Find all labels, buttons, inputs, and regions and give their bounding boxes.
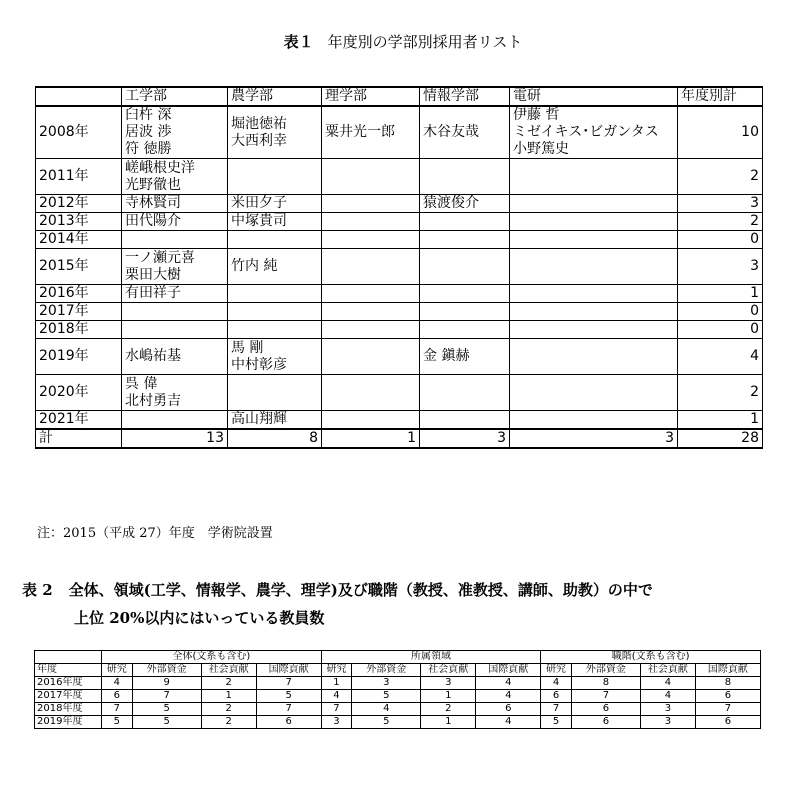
table1-total-row bbox=[36, 429, 763, 448]
table1-names-cell bbox=[228, 106, 322, 159]
table2-value-cell: 5 bbox=[256, 690, 321, 703]
table1-names-cell bbox=[322, 231, 420, 249]
table1-names-cell bbox=[122, 303, 228, 321]
table2-subheader: 国際貢献 bbox=[695, 664, 760, 677]
recruit-name: 臼杵 深 bbox=[125, 107, 172, 123]
table2-year-cell: 2016年度 bbox=[35, 677, 102, 690]
table2-value-cell: 4 bbox=[352, 703, 421, 716]
table1-total-value: 1 bbox=[322, 429, 420, 448]
table1-names-cell bbox=[322, 249, 420, 285]
recruit-name: 有田祥子 bbox=[125, 285, 181, 301]
recruit-name: 中塚貴司 bbox=[231, 213, 287, 229]
table1-total-value: 3 bbox=[420, 429, 510, 448]
table1-names-cell bbox=[228, 249, 322, 285]
recruit-name: 光野徹也 bbox=[125, 176, 181, 193]
table2-caption-number: 表 2 bbox=[22, 581, 53, 599]
table2-value-cell: 9 bbox=[132, 677, 201, 690]
table2-subheader: 外部資金 bbox=[352, 664, 421, 677]
table2-value-cell: 3 bbox=[640, 716, 695, 729]
table2-value-cell: 5 bbox=[132, 703, 201, 716]
table1-row bbox=[36, 303, 763, 321]
table2-value-cell: 4 bbox=[321, 690, 352, 703]
table2-value-cell: 1 bbox=[321, 677, 352, 690]
table1-names-cell bbox=[122, 195, 228, 213]
table1-row bbox=[36, 321, 763, 339]
table2-subheader: 研究 bbox=[541, 664, 572, 677]
table1-names-cell bbox=[420, 303, 510, 321]
table1-year-cell: 2018年 bbox=[36, 321, 122, 339]
table1-names-cell bbox=[322, 195, 420, 213]
table1-total-value: 28 bbox=[678, 429, 763, 448]
table2-subheader: 社会貢献 bbox=[640, 664, 695, 677]
table1-year-total: 0 bbox=[678, 321, 763, 339]
table1-year-cell: 2020年 bbox=[36, 375, 122, 411]
table2-value-cell: 3 bbox=[321, 716, 352, 729]
table1-names-cell bbox=[322, 159, 420, 195]
table1-year-total: 1 bbox=[678, 411, 763, 430]
table1-names-cell bbox=[510, 213, 678, 231]
recruit-name: 栗田大樹 bbox=[125, 266, 181, 283]
table2-row bbox=[35, 716, 761, 729]
table2-value-cell: 6 bbox=[102, 690, 133, 703]
table2-caption bbox=[22, 576, 792, 632]
table2-year-cell: 2017年度 bbox=[35, 690, 102, 703]
table1-names-cell bbox=[510, 195, 678, 213]
table2-value-cell: 6 bbox=[695, 716, 760, 729]
table1-names-cell bbox=[510, 106, 678, 159]
table1-year-total: 0 bbox=[678, 303, 763, 321]
table1-names-cell bbox=[420, 249, 510, 285]
table1-row bbox=[36, 195, 763, 213]
table1-row bbox=[36, 106, 763, 159]
recruit-name: 嵯峨根史洋 bbox=[125, 159, 195, 176]
table2-value-cell: 4 bbox=[476, 677, 541, 690]
table1-year-total: 10 bbox=[678, 106, 763, 159]
table1-year-cell: 2019年 bbox=[36, 339, 122, 375]
recruit-name: 猿渡俊介 bbox=[423, 195, 479, 211]
recruit-name: 中村彰彦 bbox=[231, 356, 287, 373]
table1-body bbox=[36, 106, 763, 448]
table2-value-cell: 7 bbox=[102, 703, 133, 716]
table1-header-cell: 理学部 bbox=[322, 87, 420, 106]
table2-value-cell: 7 bbox=[695, 703, 760, 716]
table1-names-cell bbox=[228, 285, 322, 303]
table2-value-cell: 4 bbox=[640, 677, 695, 690]
table2-value-cell: 3 bbox=[640, 703, 695, 716]
table1-names-cell bbox=[122, 339, 228, 375]
table2-value-cell: 5 bbox=[352, 716, 421, 729]
table1-year-cell: 2011年 bbox=[36, 159, 122, 195]
table1-header-row bbox=[36, 87, 763, 106]
table1-year-total: 4 bbox=[678, 339, 763, 375]
table1-names-cell bbox=[122, 249, 228, 285]
table2-subheader: 社会貢献 bbox=[201, 664, 256, 677]
table1-year-cell: 2012年 bbox=[36, 195, 122, 213]
table1-names-cell bbox=[420, 339, 510, 375]
recruit-name: 木谷友哉 bbox=[423, 124, 479, 140]
table1-names-cell bbox=[122, 213, 228, 231]
table1-year-cell: 2014年 bbox=[36, 231, 122, 249]
table1-names-cell bbox=[228, 375, 322, 411]
table2-value-cell: 2 bbox=[201, 677, 256, 690]
table2-value-cell: 1 bbox=[421, 690, 476, 703]
recruit-name: 北村勇吉 bbox=[125, 392, 181, 409]
recruit-name: 堀池徳祐 bbox=[231, 115, 287, 132]
table2-group-header: 所属領域 bbox=[321, 651, 541, 664]
recruit-name: 寺林賢司 bbox=[125, 195, 181, 211]
table2-body bbox=[35, 677, 761, 729]
table1-names-cell bbox=[228, 411, 322, 430]
table1-row bbox=[36, 231, 763, 249]
recruitment-table bbox=[35, 86, 763, 449]
table1-names-cell bbox=[420, 159, 510, 195]
table1-names-cell bbox=[228, 321, 322, 339]
table1-note: 注：2015（平成 27）年度 学術院設置 bbox=[37, 526, 273, 541]
table1-names-cell bbox=[228, 339, 322, 375]
table2-value-cell: 7 bbox=[571, 690, 640, 703]
table2-year-header: 年度 bbox=[35, 664, 102, 677]
table2-value-cell: 4 bbox=[476, 716, 541, 729]
table2-value-cell: 8 bbox=[695, 677, 760, 690]
recruit-name: 大西利幸 bbox=[231, 132, 287, 149]
table2-value-cell: 8 bbox=[571, 677, 640, 690]
table1-row bbox=[36, 213, 763, 231]
recruit-name: 馬 剛 bbox=[231, 339, 264, 356]
table2-value-cell: 6 bbox=[256, 716, 321, 729]
table2-year-cell: 2018年度 bbox=[35, 703, 102, 716]
table2-value-cell: 6 bbox=[571, 703, 640, 716]
table1-header-cell: 情報学部 bbox=[420, 87, 510, 106]
table1-names-cell bbox=[420, 231, 510, 249]
top-faculty-table bbox=[34, 650, 761, 729]
table2-subheader: 社会貢献 bbox=[421, 664, 476, 677]
table1-names-cell bbox=[420, 285, 510, 303]
table1-header-cell: 電研 bbox=[510, 87, 678, 106]
table1-names-cell bbox=[510, 303, 678, 321]
table1-names-cell bbox=[122, 106, 228, 159]
table1-names-cell bbox=[510, 375, 678, 411]
table1-names-cell bbox=[122, 159, 228, 195]
table1-names-cell bbox=[322, 321, 420, 339]
recruit-name: 一ノ瀬元喜 bbox=[125, 249, 195, 266]
table1-names-cell bbox=[420, 411, 510, 430]
recruit-name: 水嶋祐基 bbox=[125, 348, 181, 364]
table2-value-cell: 1 bbox=[201, 690, 256, 703]
recruit-name: 居波 渉 bbox=[125, 124, 172, 140]
table2-subheader: 外部資金 bbox=[132, 664, 201, 677]
table1-names-cell bbox=[420, 375, 510, 411]
table1-caption-number: 表１ bbox=[283, 33, 314, 51]
table1-year-total: 3 bbox=[678, 195, 763, 213]
table2-value-cell: 7 bbox=[132, 690, 201, 703]
table1-row bbox=[36, 285, 763, 303]
table1-names-cell bbox=[122, 231, 228, 249]
table1-names-cell bbox=[510, 321, 678, 339]
table2-row bbox=[35, 690, 761, 703]
table2-value-cell: 5 bbox=[541, 716, 572, 729]
table1-names-cell bbox=[420, 213, 510, 231]
table1-year-total: 2 bbox=[678, 375, 763, 411]
table1-names-cell bbox=[510, 411, 678, 430]
table2-value-cell: 6 bbox=[476, 703, 541, 716]
table2-group-row bbox=[35, 651, 761, 664]
table2-corner-cell bbox=[35, 651, 102, 664]
table2-subheader: 国際貢献 bbox=[476, 664, 541, 677]
table2-caption-line1: 全体、領域(工学、情報学、農学、理学)及び職階（教授、准教授、講師、助教）の中で bbox=[68, 581, 653, 599]
table1-total-label: 計 bbox=[36, 429, 122, 448]
table2-subheader: 国際貢献 bbox=[256, 664, 321, 677]
recruit-name: 米田夕子 bbox=[231, 195, 287, 211]
table1-header-cell: 年度別計 bbox=[678, 87, 763, 106]
table1-row bbox=[36, 375, 763, 411]
table1-year-total: 2 bbox=[678, 213, 763, 231]
recruit-name: 竹内 純 bbox=[231, 258, 278, 274]
table1-names-cell bbox=[420, 321, 510, 339]
recruit-name: 高山翔輝 bbox=[231, 411, 287, 427]
table2-subheader: 研究 bbox=[321, 664, 352, 677]
table1-year-cell: 2021年 bbox=[36, 411, 122, 430]
recruit-name: 呉 偉 bbox=[125, 375, 158, 392]
table1-row bbox=[36, 249, 763, 285]
recruit-name: 田代陽介 bbox=[125, 213, 181, 229]
recruit-name: 小野篤史 bbox=[513, 141, 569, 157]
table2-value-cell: 4 bbox=[102, 677, 133, 690]
table2-value-cell: 6 bbox=[541, 690, 572, 703]
table1-names-cell bbox=[510, 249, 678, 285]
table1-names-cell bbox=[228, 303, 322, 321]
table1-year-cell: 2016年 bbox=[36, 285, 122, 303]
table1-names-cell bbox=[122, 321, 228, 339]
table1-names-cell bbox=[322, 339, 420, 375]
table1-names-cell bbox=[322, 411, 420, 430]
table2-value-cell: 5 bbox=[132, 716, 201, 729]
table2-value-cell: 6 bbox=[571, 716, 640, 729]
table2-value-cell: 2 bbox=[201, 716, 256, 729]
table1-year-total: 2 bbox=[678, 159, 763, 195]
table1-year-total: 0 bbox=[678, 231, 763, 249]
table1-year-cell: 2017年 bbox=[36, 303, 122, 321]
table2-year-cell: 2019年度 bbox=[35, 716, 102, 729]
recruit-name: ミゼイキス･ビガンタス bbox=[513, 124, 659, 140]
table1-names-cell bbox=[510, 159, 678, 195]
table1-year-total: 1 bbox=[678, 285, 763, 303]
table1-names-cell bbox=[122, 411, 228, 430]
table1-names-cell bbox=[420, 106, 510, 159]
table2-row bbox=[35, 677, 761, 690]
table2-value-cell: 4 bbox=[476, 690, 541, 703]
table1-row bbox=[36, 159, 763, 195]
table2-value-cell: 7 bbox=[321, 703, 352, 716]
table1-year-cell: 2008年 bbox=[36, 106, 122, 159]
table1-names-cell bbox=[322, 375, 420, 411]
table2-value-cell: 7 bbox=[256, 677, 321, 690]
table1-names-cell bbox=[228, 159, 322, 195]
table1-names-cell bbox=[228, 231, 322, 249]
table1-names-cell bbox=[122, 285, 228, 303]
table1-year-cell: 2013年 bbox=[36, 213, 122, 231]
table2-value-cell: 2 bbox=[201, 703, 256, 716]
table2-value-cell: 7 bbox=[256, 703, 321, 716]
table1-names-cell bbox=[122, 375, 228, 411]
table2-row bbox=[35, 703, 761, 716]
table1-names-cell bbox=[322, 213, 420, 231]
table2-value-cell: 3 bbox=[352, 677, 421, 690]
table1-names-cell bbox=[510, 285, 678, 303]
table1-names-cell bbox=[510, 231, 678, 249]
table2-value-cell: 2 bbox=[421, 703, 476, 716]
table1-names-cell bbox=[322, 106, 420, 159]
table1-names-cell bbox=[322, 303, 420, 321]
table2-value-cell: 3 bbox=[421, 677, 476, 690]
table1-header-cell bbox=[36, 87, 122, 106]
table2-value-cell: 5 bbox=[102, 716, 133, 729]
table1-header-cell: 工学部 bbox=[122, 87, 228, 106]
table2-value-cell: 6 bbox=[695, 690, 760, 703]
table1-year-cell: 2015年 bbox=[36, 249, 122, 285]
table2-subheader-row bbox=[35, 664, 761, 677]
table1-header-cell: 農学部 bbox=[228, 87, 322, 106]
table2-value-cell: 1 bbox=[421, 716, 476, 729]
table2-value-cell: 4 bbox=[541, 677, 572, 690]
table1-caption bbox=[0, 31, 806, 52]
table2-group-header: 全体(文系も含む) bbox=[102, 651, 322, 664]
recruit-name: 符 徳勝 bbox=[125, 141, 172, 157]
recruit-name: 金 鎭赫 bbox=[423, 348, 470, 364]
table2-group-header: 職階(文系も含む) bbox=[541, 651, 761, 664]
table2-value-cell: 7 bbox=[541, 703, 572, 716]
table1-year-total: 3 bbox=[678, 249, 763, 285]
table1-names-cell bbox=[228, 195, 322, 213]
table1-total-value: 13 bbox=[122, 429, 228, 448]
table1-total-value: 3 bbox=[510, 429, 678, 448]
table1-names-cell bbox=[228, 213, 322, 231]
recruit-name: 粟井光一郎 bbox=[325, 124, 395, 140]
table2-value-cell: 5 bbox=[352, 690, 421, 703]
table2-subheader: 研究 bbox=[102, 664, 133, 677]
table1-names-cell bbox=[322, 285, 420, 303]
table2-value-cell: 4 bbox=[640, 690, 695, 703]
table1-names-cell bbox=[510, 339, 678, 375]
table1-row bbox=[36, 339, 763, 375]
table2-subheader: 外部資金 bbox=[571, 664, 640, 677]
recruit-name: 伊藤 哲 bbox=[513, 107, 560, 123]
table1-names-cell bbox=[420, 195, 510, 213]
table1-total-value: 8 bbox=[228, 429, 322, 448]
table2-caption-line2: 上位 20%以内にはいっている教員数 bbox=[74, 609, 325, 627]
table1-caption-title: 年度別の学部別採用者リスト bbox=[327, 33, 523, 51]
table1-row bbox=[36, 411, 763, 430]
